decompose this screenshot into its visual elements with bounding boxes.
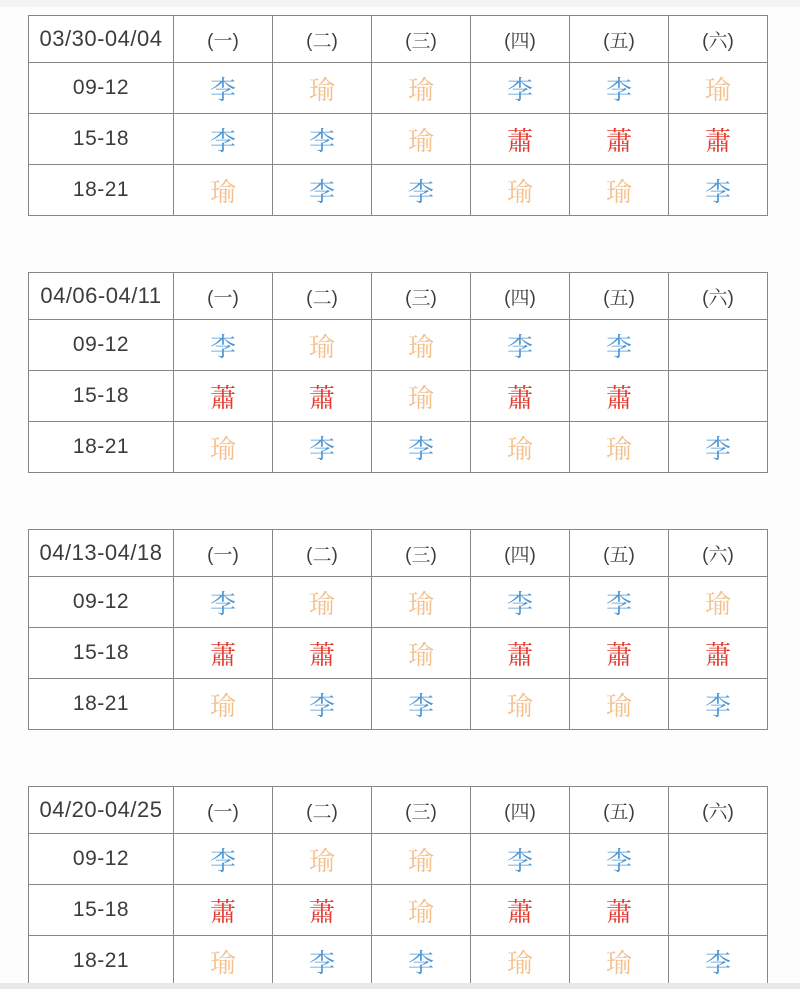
assignee-xiao: 蕭 [471,371,570,422]
assignee-yu: 瑜 [174,936,273,987]
time-slot-label: 09-12 [29,834,174,885]
time-slot-label: 09-12 [29,577,174,628]
empty-cell [669,371,768,422]
assignee-yu: 瑜 [570,165,669,216]
schedule-row [29,885,768,936]
assignee-xiao: 蕭 [570,114,669,165]
assignee-yu: 瑜 [273,63,372,114]
schedule-row [29,834,768,885]
assignee-li: 李 [570,577,669,628]
schedule-row [29,114,768,165]
assignee-xiao: 蕭 [174,885,273,936]
assignee-li: 李 [471,577,570,628]
assignee-yu: 瑜 [273,834,372,885]
day-header: (一) [174,530,273,577]
assignee-yu: 瑜 [570,679,669,730]
assignee-yu: 瑜 [372,320,471,371]
assignee-li: 李 [174,114,273,165]
assignee-yu: 瑜 [570,936,669,987]
assignee-li: 李 [669,165,768,216]
assignee-xiao: 蕭 [174,628,273,679]
assignee-xiao: 蕭 [471,628,570,679]
assignee-yu: 瑜 [471,936,570,987]
time-slot-label: 09-12 [29,320,174,371]
day-header: (六) [669,16,768,63]
assignee-li: 李 [273,936,372,987]
schedule-row [29,628,768,679]
assignee-yu: 瑜 [273,577,372,628]
assignee-xiao: 蕭 [273,885,372,936]
time-slot-label: 15-18 [29,885,174,936]
day-header: (三) [372,787,471,834]
schedule-row [29,577,768,628]
week-table-3 [28,529,768,730]
schedule-row [29,63,768,114]
assignee-yu: 瑜 [669,63,768,114]
day-header: (五) [570,16,669,63]
assignee-xiao: 蕭 [570,885,669,936]
header-row [29,787,768,834]
day-header: (一) [174,787,273,834]
assignee-yu: 瑜 [372,63,471,114]
day-header: (一) [174,273,273,320]
assignee-yu: 瑜 [372,834,471,885]
assignee-yu: 瑜 [174,679,273,730]
assignee-yu: 瑜 [570,422,669,473]
week-table-4 [28,786,768,987]
day-header: (五) [570,273,669,320]
day-header: (一) [174,16,273,63]
day-header: (六) [669,787,768,834]
time-slot-label: 15-18 [29,114,174,165]
day-header: (三) [372,16,471,63]
day-header: (二) [273,16,372,63]
header-row [29,273,768,320]
day-header: (二) [273,273,372,320]
schedule-row [29,320,768,371]
header-row [29,16,768,63]
empty-cell [669,834,768,885]
day-header: (四) [471,787,570,834]
assignee-yu: 瑜 [471,165,570,216]
assignee-li: 李 [372,422,471,473]
assignee-xiao: 蕭 [570,371,669,422]
assignee-xiao: 蕭 [471,885,570,936]
day-header: (四) [471,273,570,320]
day-header: (六) [669,530,768,577]
day-header: (二) [273,787,372,834]
assignee-xiao: 蕭 [273,628,372,679]
assignee-li: 李 [372,165,471,216]
schedule-tables [28,15,768,987]
day-header: (二) [273,530,372,577]
assignee-yu: 瑜 [174,422,273,473]
assignee-yu: 瑜 [174,165,273,216]
assignee-li: 李 [273,679,372,730]
assignee-yu: 瑜 [372,371,471,422]
assignee-li: 李 [570,834,669,885]
assignee-xiao: 蕭 [174,371,273,422]
day-header: (三) [372,530,471,577]
assignee-li: 李 [372,679,471,730]
assignee-yu: 瑜 [372,885,471,936]
assignee-li: 李 [174,577,273,628]
date-range-label: 04/20-04/25 [29,787,174,834]
assignee-yu: 瑜 [669,577,768,628]
assignee-li: 李 [471,63,570,114]
schedule-row [29,936,768,987]
assignee-yu: 瑜 [372,114,471,165]
date-range-label: 04/13-04/18 [29,530,174,577]
time-slot-label: 15-18 [29,371,174,422]
day-header: (四) [471,530,570,577]
schedule-row [29,422,768,473]
assignee-li: 李 [174,834,273,885]
schedule-row [29,679,768,730]
day-header: (三) [372,273,471,320]
assignee-li: 李 [471,834,570,885]
assignee-li: 李 [174,320,273,371]
assignee-li: 李 [669,936,768,987]
assignee-li: 李 [273,114,372,165]
day-header: (四) [471,16,570,63]
day-header: (五) [570,530,669,577]
assignee-li: 李 [372,936,471,987]
time-slot-label: 18-21 [29,165,174,216]
empty-cell [669,320,768,371]
assignee-xiao: 蕭 [273,371,372,422]
page-top-edge [0,0,800,7]
page-bottom-edge [0,983,800,989]
day-header: (五) [570,787,669,834]
assignee-li: 李 [174,63,273,114]
assignee-li: 李 [669,422,768,473]
time-slot-label: 09-12 [29,63,174,114]
day-header: (六) [669,273,768,320]
time-slot-label: 15-18 [29,628,174,679]
assignee-xiao: 蕭 [669,628,768,679]
week-table-2 [28,272,768,473]
assignee-yu: 瑜 [471,422,570,473]
assignee-li: 李 [570,320,669,371]
schedule-row [29,165,768,216]
assignee-li: 李 [273,422,372,473]
header-row [29,530,768,577]
empty-cell [669,885,768,936]
assignee-yu: 瑜 [372,577,471,628]
date-range-label: 03/30-04/04 [29,16,174,63]
assignee-xiao: 蕭 [471,114,570,165]
week-table-1 [28,15,768,216]
assignee-xiao: 蕭 [669,114,768,165]
assignee-yu: 瑜 [372,628,471,679]
time-slot-label: 18-21 [29,679,174,730]
assignee-yu: 瑜 [471,679,570,730]
assignee-yu: 瑜 [273,320,372,371]
assignee-li: 李 [273,165,372,216]
assignee-li: 李 [570,63,669,114]
schedule-row [29,371,768,422]
date-range-label: 04/06-04/11 [29,273,174,320]
assignee-xiao: 蕭 [570,628,669,679]
assignee-li: 李 [669,679,768,730]
time-slot-label: 18-21 [29,936,174,987]
assignee-li: 李 [471,320,570,371]
time-slot-label: 18-21 [29,422,174,473]
